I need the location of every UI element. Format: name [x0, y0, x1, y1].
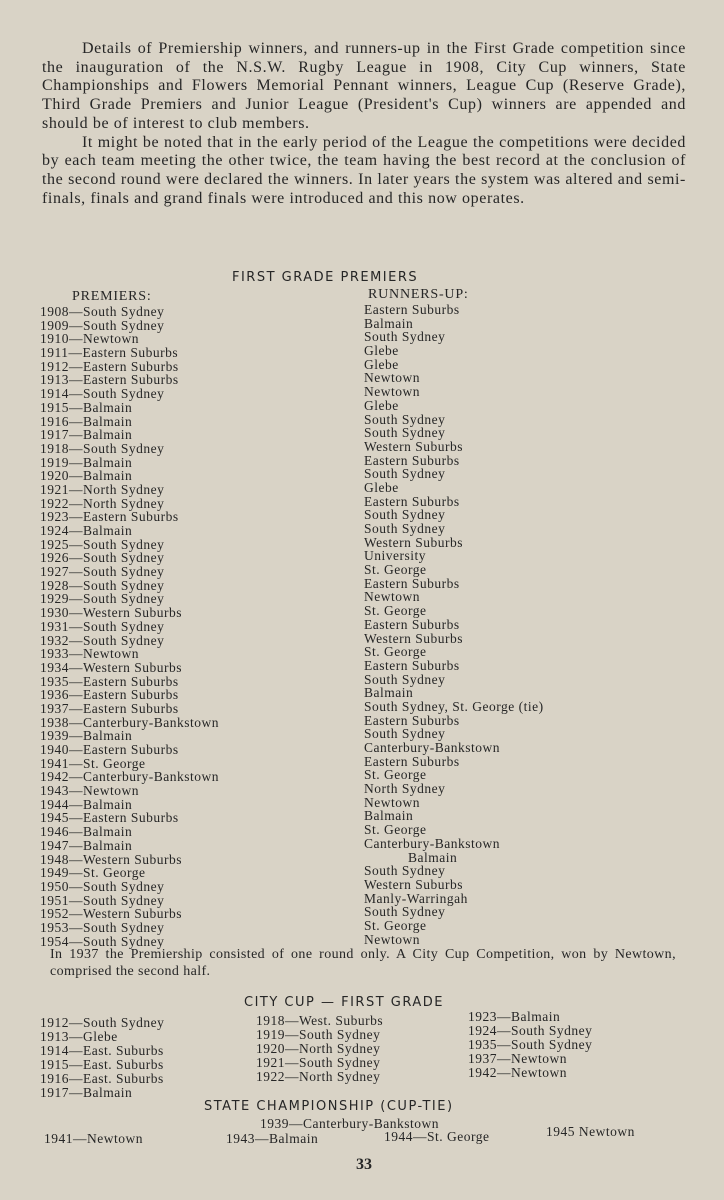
premier-entry: 1926—South Sydney — [40, 550, 165, 566]
premiership-note — [50, 946, 676, 980]
runner-up-entry: Western Suburbs — [364, 630, 464, 646]
runner-up-entry: Manly-Warringah — [364, 890, 468, 906]
premier-entry: 1946—Balmain — [40, 824, 133, 840]
runner-up-entry: South Sydney — [364, 904, 446, 920]
state-1944: 1944—St. George — [384, 1129, 490, 1144]
premier-entry: 1935—Eastern Suburbs — [40, 673, 179, 689]
state-1943: 1943—Balmain — [226, 1131, 319, 1146]
runner-up-entry: Western Suburbs — [364, 534, 464, 550]
runner-up-entry: Balmain — [408, 849, 458, 865]
city-cup-entry: 1913—Glebe — [40, 1029, 118, 1044]
intro-paragraph-2: It might be noted that in the early period of the League the competitions were decided by each team meeting the other twice, the team having the best record at the conclusion of the second round were declared the winners. In later years the system was altered and semi-finals, finals and grand finals were introduced and this now operates. — [42, 133, 686, 207]
premier-entry: 1918—South Sydney — [40, 440, 165, 456]
premier-entry: 1924—Balmain — [40, 523, 133, 538]
runner-up-entry: St. George — [364, 644, 427, 660]
runner-up-entry: South Sydney — [364, 671, 446, 687]
premier-entry: 1945—Eastern Suburbs — [40, 810, 179, 826]
runner-up-entry: St. George — [364, 562, 427, 578]
premiers-column-label: PREMIERS: — [72, 289, 152, 304]
runner-up-entry: Eastern Suburbs — [364, 452, 460, 468]
state-1941: 1941—Newtown — [44, 1131, 143, 1146]
runner-up-entry: Newtown — [364, 370, 420, 386]
premier-entry: 1951—South Sydney — [40, 892, 165, 908]
premier-entry: 1954—South Sydney — [40, 933, 165, 949]
state-1939: 1939—Canterbury-Bankstown — [260, 1116, 439, 1131]
premier-entry: 1911—Eastern Suburbs — [40, 345, 179, 361]
city-cup-entry: 1923—Balmain — [468, 1009, 561, 1024]
note-text: In 1937 the Premiership consisted of one round only. A City Cup Competition, won by Newtown, comprised the second half. — [50, 947, 676, 979]
city-cup-entry: 1914—East. Suburbs — [40, 1043, 164, 1058]
state-1945: 1945 Newtown — [546, 1124, 635, 1139]
premier-entry: 1936—Eastern Suburbs — [40, 687, 179, 703]
premier-entry: 1930—Western Suburbs — [40, 605, 183, 621]
premier-entry: 1925—South Sydney — [40, 536, 165, 552]
premier-entry: 1931—South Sydney — [40, 618, 165, 634]
runner-up-entry: Newtown — [364, 794, 420, 810]
premier-entry: 1912—Eastern Suburbs — [40, 358, 179, 374]
city-cup-entry: 1942—Newtown — [468, 1065, 567, 1080]
runner-up-entry: Glebe — [364, 356, 399, 372]
premier-entry: 1922—North Sydney — [40, 495, 165, 511]
premier-entry: 1952—Western Suburbs — [40, 906, 183, 922]
premier-entry: 1919—Balmain — [40, 454, 133, 470]
premier-entry: 1910—Newtown — [40, 331, 139, 347]
premier-entry: 1908—South Sydney — [40, 304, 165, 319]
premier-entry: 1947—Balmain — [40, 837, 133, 853]
premier-entry: 1938—Canterbury-Bankstown — [40, 714, 219, 730]
runner-up-entry: Eastern Suburbs — [364, 493, 460, 509]
premier-entry: 1950—South Sydney — [40, 878, 165, 894]
runner-up-entry: Eastern Suburbs — [364, 616, 460, 632]
runner-up-entry: St. George — [364, 822, 427, 838]
premier-entry: 1923—Eastern Suburbs — [40, 509, 179, 525]
runner-up-entry: St. George — [364, 767, 427, 783]
city-cup-entry: 1935—South Sydney — [468, 1037, 593, 1052]
runner-up-entry: Newtown — [364, 931, 420, 947]
runner-up-entry: Canterbury-Bankstown — [364, 740, 500, 755]
runner-up-entry: South Sydney — [364, 425, 446, 441]
premier-entry: 1932—South Sydney — [40, 632, 165, 648]
runner-up-entry: South Sydney — [364, 863, 446, 879]
premier-entry: 1942—Canterbury-Bankstown — [40, 769, 219, 785]
premier-entry: 1949—St. George — [40, 865, 146, 881]
runner-up-entry: Newtown — [364, 589, 420, 605]
premier-entry: 1913—Eastern Suburbs — [40, 372, 179, 388]
city-cup-entry: 1919—South Sydney — [256, 1027, 381, 1042]
runners-up-list — [364, 303, 544, 946]
state-championship-heading: STATE CHAMPIONSHIP (CUP-TIE) — [204, 1099, 454, 1114]
runner-up-entry: Western Suburbs — [364, 876, 464, 892]
city-cup-entry: 1917—Balmain — [40, 1085, 133, 1100]
city-cup-entry: 1916—East. Suburbs — [40, 1071, 164, 1086]
premier-entry: 1939—Balmain — [40, 728, 133, 744]
runner-up-entry: Eastern Suburbs — [364, 753, 460, 769]
city-cup-entry: 1922—North Sydney — [256, 1069, 381, 1084]
runner-up-entry: Glebe — [364, 397, 399, 413]
premier-entry: 1929—South Sydney — [40, 591, 165, 607]
premier-entry: 1933—Newtown — [40, 646, 139, 662]
premier-entry: 1948—Western Suburbs — [40, 851, 183, 867]
premier-entry: 1934—Western Suburbs — [40, 659, 183, 675]
runner-up-entry: Balmain — [364, 808, 414, 824]
premier-entry: 1916—Balmain — [40, 413, 133, 429]
premier-entry: 1928—South Sydney — [40, 577, 165, 593]
city-cup-entry: 1918—West. Suburbs — [256, 1013, 384, 1028]
intro-text — [42, 40, 686, 208]
premier-entry: 1941—St. George — [40, 755, 146, 771]
runner-up-entry: University — [364, 548, 426, 564]
city-cup-entry: 1924—South Sydney — [468, 1023, 593, 1038]
runner-up-entry: St. George — [364, 917, 427, 933]
intro-paragraph-1: Details of Premiership winners, and runners-up in the First Grade competition since the inauguration of the N.S.W. Rugby League in 1908, City Cup winners, State Championships and Flowers Memorial Pennant winners, League Cup (Reserve Grade), Third Grade Premiers and Junior League (President's Cup) winners are appended and should be of interest to club members. — [42, 40, 686, 132]
runner-up-entry: South Sydney — [364, 329, 446, 345]
premier-entry: 1937—Eastern Suburbs — [40, 700, 179, 716]
premier-entry: 1944—Balmain — [40, 796, 133, 812]
runner-up-entry: Eastern Suburbs — [364, 712, 460, 728]
premier-entry: 1914—South Sydney — [40, 386, 165, 402]
runner-up-entry: Western Suburbs — [364, 438, 464, 454]
city-cup-column-3 — [468, 1010, 592, 1080]
runner-up-entry: South Sydney — [364, 466, 446, 482]
premier-entry: 1927—South Sydney — [40, 564, 165, 580]
premier-entry: 1920—Balmain — [40, 468, 133, 484]
city-cup-entry: 1937—Newtown — [468, 1051, 567, 1066]
runner-up-entry: St. George — [364, 603, 427, 619]
first-grade-heading: FIRST GRADE PREMIERS — [232, 270, 419, 285]
runner-up-entry: Canterbury-Bankstown — [364, 835, 500, 851]
premier-entry: 1921—North Sydney — [40, 481, 165, 497]
city-cup-column-2 — [256, 1014, 383, 1084]
runner-up-entry: South Sydney — [364, 507, 446, 523]
runners-up-column-label: RUNNERS-UP: — [368, 287, 469, 302]
runner-up-entry: Balmain — [364, 685, 414, 701]
runner-up-entry: Balmain — [364, 315, 414, 331]
premier-entry: 1940—Eastern Suburbs — [40, 742, 179, 757]
premiers-list — [40, 305, 219, 948]
runner-up-entry: Eastern Suburbs — [364, 302, 460, 317]
city-cup-heading: CITY CUP — FIRST GRADE — [244, 995, 444, 1010]
runner-up-entry: South Sydney — [364, 411, 446, 427]
city-cup-entry: 1915—East. Suburbs — [40, 1057, 164, 1072]
premier-entry: 1915—Balmain — [40, 399, 133, 415]
runner-up-entry: North Sydney — [364, 781, 446, 797]
runner-up-entry: South Sydney — [364, 521, 446, 536]
runner-up-entry: Eastern Suburbs — [364, 657, 460, 673]
premier-entry: 1909—South Sydney — [40, 317, 165, 333]
page-number: 33 — [356, 1156, 372, 1173]
city-cup-column-1 — [40, 1016, 164, 1100]
runner-up-entry: Newtown — [364, 384, 420, 400]
runner-up-entry: Eastern Suburbs — [364, 575, 460, 591]
runner-up-entry: Glebe — [364, 343, 399, 359]
city-cup-entry: 1920—North Sydney — [256, 1041, 381, 1056]
city-cup-entry: 1912—South Sydney — [40, 1015, 165, 1030]
runner-up-entry: South Sydney — [364, 726, 446, 742]
city-cup-entry: 1921—South Sydney — [256, 1055, 381, 1070]
premier-entry: 1917—Balmain — [40, 427, 133, 443]
runner-up-entry: Glebe — [364, 479, 399, 495]
runner-up-entry: South Sydney, St. George (tie) — [364, 698, 544, 714]
premier-entry: 1953—South Sydney — [40, 919, 165, 935]
premier-entry: 1943—Newtown — [40, 783, 139, 799]
